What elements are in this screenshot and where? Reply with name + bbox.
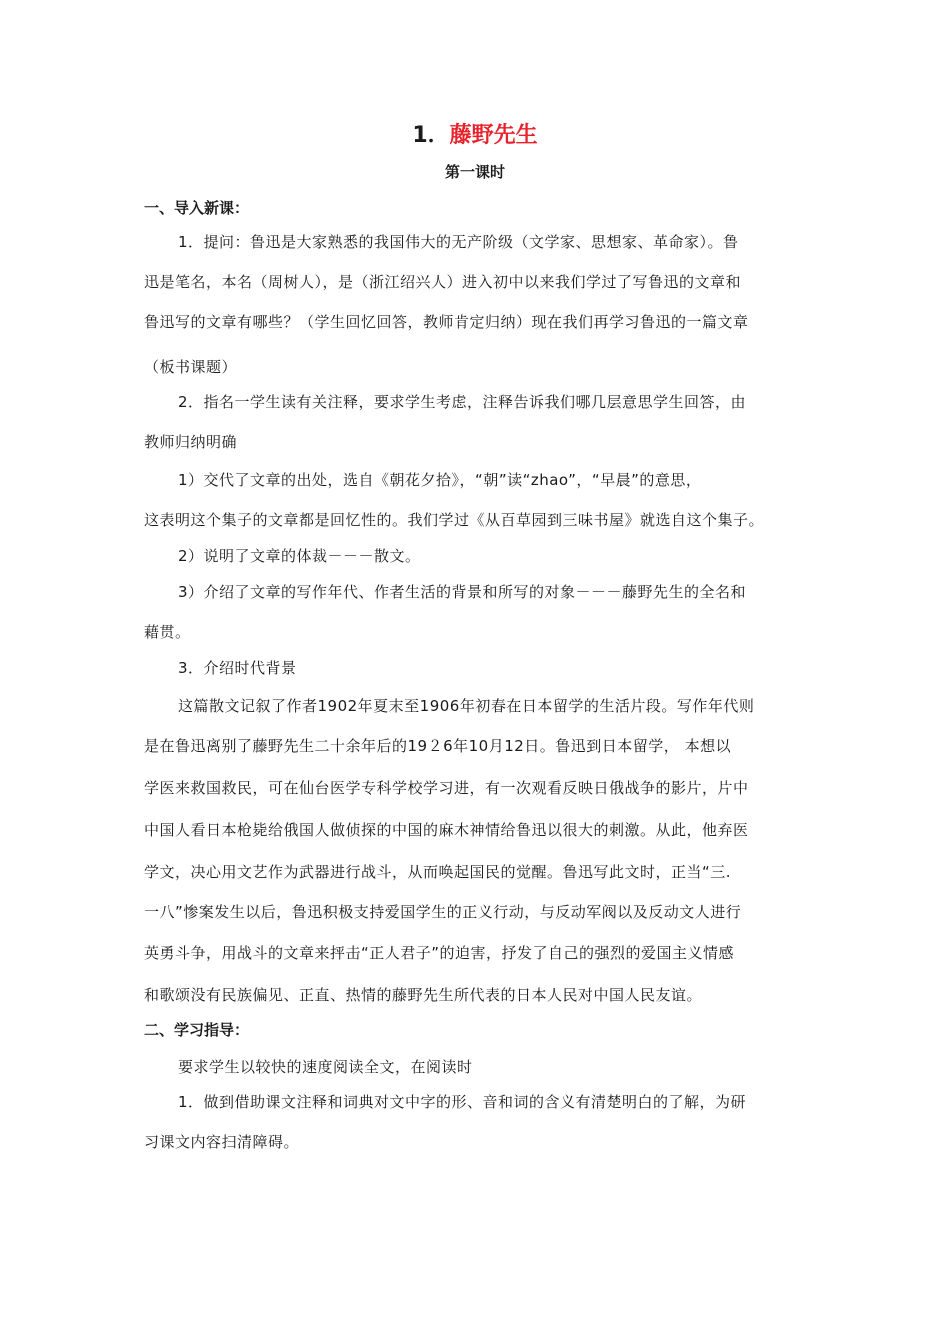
paragraph-line: 藉贯。 xyxy=(144,623,191,641)
paragraph-line: 教师归纳明确 xyxy=(144,433,238,451)
paragraph-line: 2．指名一学生读有关注释，要求学生考虑，注释告诉我们哪几层意思学生回答，由 xyxy=(178,393,747,411)
paragraph-line: 1．提问：鲁迅是大家熟悉的我国伟大的无产阶级（文学家、思想家、革命家）。鲁 xyxy=(178,233,739,251)
paragraph-line: 和歌颂没有民族偏见、正直、热情的藤野先生所代表的日本人民对中国人民友谊。 xyxy=(144,986,703,1004)
lesson-name: 藤野先生 xyxy=(449,123,538,148)
paragraph-line: 1）交代了文章的出处，选自《朝花夕拾》，“朝”读“zhao”，“早晨”的意思， xyxy=(178,471,702,489)
paragraph-line: 迅是笔名，本名（周树人），是（浙江绍兴人）进入初中以来我们学过了写鲁迅的文章和 xyxy=(144,273,742,291)
paragraph-line: 鲁迅写的文章有哪些？（学生回忆回答，教师肯定归纳）现在我们再学习鲁迅的一篇文章 xyxy=(144,313,749,331)
paragraph-line: 中国人看日本枪毙给俄国人做侦探的中国的麻木神情给鲁迅以很大的刺激。从此，他弃医 xyxy=(144,821,749,839)
paragraph-line: 习课文内容扫清障碍。 xyxy=(144,1133,300,1151)
paragraph-line: 3）介绍了文章的写作年代、作者生活的背景和所写的对象－－－藤野先生的全名和 xyxy=(178,583,747,601)
section-heading-intro: 一、导入新课： xyxy=(144,199,250,217)
paragraph-line: 这篇散文记叙了作者1902年夏末至1906年初春在日本留学的生活片段。写作年代则 xyxy=(178,697,755,715)
paragraph-line: 学医来救国救民，可在仙台医学专科学校学习进，有一次观看反映日俄战争的影片，片中 xyxy=(144,779,749,797)
paragraph-line: 学文，决心用文艺作为武器进行战斗，从而唤起国民的觉醒。鲁迅写此文时，正当“三. xyxy=(144,863,732,881)
paragraph-line: 这表明这个集子的文章都是回忆性的。我们学过《从百草园到三味书屋》就选自这个集子。 xyxy=(144,511,765,529)
paragraph-line: 1．做到借助课文注释和词典对文中字的形、音和词的含义有清楚明白的了解，为研 xyxy=(178,1093,747,1111)
lesson-subtitle: 第一课时 xyxy=(444,163,505,181)
paragraph-line: 2）说明了文章的体裁－－－散文。 xyxy=(178,547,421,565)
section-heading-guide: 二、学习指导： xyxy=(144,1021,250,1039)
paragraph-line: 一八”惨案发生以后，鲁迅积极支持爱国学生的正义行动，与反动军阀以及反动文人进行 xyxy=(144,903,742,921)
lesson-number: 1． xyxy=(412,123,450,148)
paragraph-line: （板书课题） xyxy=(144,358,238,376)
paragraph-line: 3．介绍时代背景 xyxy=(178,659,297,677)
paragraph-line: 英勇斗争，用战斗的文章来抨击“正人君子”的迫害，抒发了自己的强烈的爱国主义情感 xyxy=(144,944,735,962)
paragraph-line: 是在鲁迅离别了藤野先生二十余年后的19２6年10月12日。鲁迅到日本留学， 本想以 xyxy=(144,737,732,755)
paragraph-line: 要求学生以较快的速度阅读全文，在阅读时 xyxy=(178,1058,473,1076)
lesson-title xyxy=(0,118,950,154)
